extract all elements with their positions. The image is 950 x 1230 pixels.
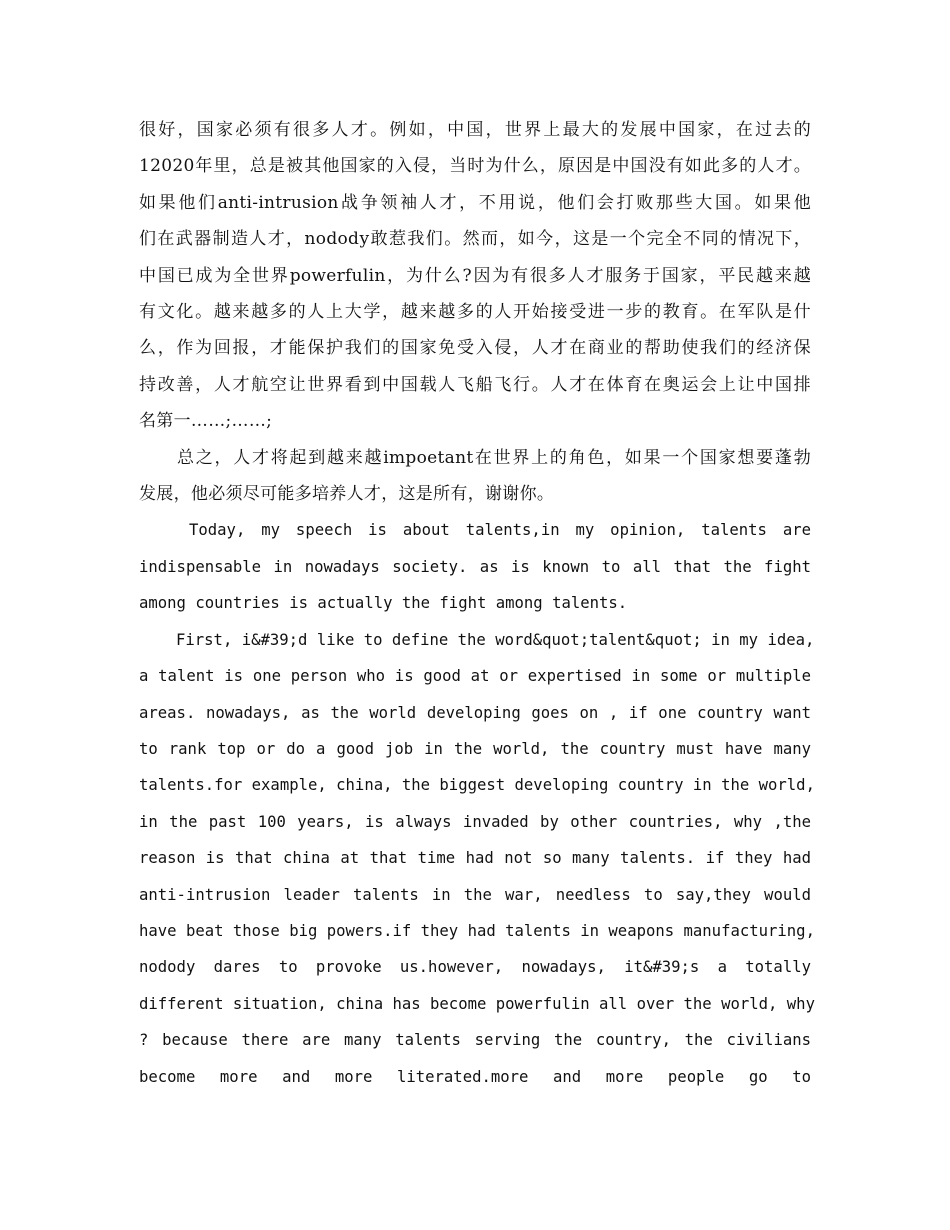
text-line: reason is that china at that time had not so many talents. if they had: [139, 849, 811, 868]
text-line: talents.for example, china, the biggest developing country in the world,: [139, 776, 815, 795]
english-paragraph-1: [139, 512, 811, 621]
text-line: First, i&#39;d like to define the word&quot;talent&quot; in my idea,: [176, 630, 815, 649]
text-line: 们在武器制造人才，nododу敢惹我们。然而，如今，这是一个完全不同的情况下，: [139, 229, 811, 250]
text-line: 持改善，人才航空让世界看到中国载人飞船飞行。人才在体育在奥运会上让中国排: [139, 374, 811, 395]
text-line: 总之，人才将起到越来越impoetant在世界上的角色，如果一个国家想要蓬勃: [177, 447, 811, 468]
text-line: Today, my speech is about talents,in my opinion, talents are: [189, 521, 811, 540]
text-line: areas. nowadays, as the world developing goes on , if one country want: [139, 703, 811, 722]
text-line: among countries is actually the fight among talents.: [139, 594, 628, 613]
text-line: to rank top or do a good job in the world, the country must have many: [139, 739, 811, 758]
text-line: 名第一……;……;: [139, 411, 273, 432]
chinese-paragraph-1: [139, 112, 811, 440]
text-line: indispensable in nowadays society. as is known to all that the fight: [139, 557, 811, 576]
text-line: 很好，国家必须有很多人才。例如，中国，世界上最大的发展中国家，在过去的: [139, 120, 811, 140]
text-line: ? because there are many talents serving the country, the civilians: [139, 1031, 811, 1050]
text-line: 么，作为回报，才能保护我们的国家免受入侵，人才在商业的帮助使我们的经济保: [139, 338, 811, 359]
text-line: become more and more literated.more and more people go to: [139, 1067, 811, 1086]
text-line: 有文化。越来越多的人上大学，越来越多的人开始接受进一步的教育。在军队是什: [139, 302, 811, 323]
text-line: have beat those big powers.if they had talents in weapons manufacturing,: [139, 921, 815, 940]
text-line: 如果他们anti-intrusion战争领袖人才，不用说，他们会打败那些大国。如果他: [139, 192, 811, 213]
text-line: 12020年里，总是被其他国家的入侵，当时为什么，原因是中国没有如此多的人才。: [139, 156, 811, 177]
text-line: different situation, china has become powerfulin all over the world, why: [139, 994, 815, 1013]
chinese-paragraph-2: [139, 440, 811, 513]
text-line: 中国已成为全世界powerfulin，为什么?因为有很多人才服务于国家，平民越来越: [139, 265, 811, 286]
text-line: anti-intrusion leader talents in the war, needless to say,they would: [139, 885, 811, 904]
text-line: a talent is one person who is good at or expertised in some or multiple: [139, 667, 811, 686]
text-line: in the past 100 years, is always invaded by other countries, why ,the: [139, 812, 811, 831]
text-line: 发展，他必须尽可能多培养人才，这是所有，谢谢你。: [139, 484, 555, 505]
english-paragraph-2: [139, 622, 815, 1095]
text-line: nodody dares to provoke us.however, nowadays, it&#39;s a totally: [139, 958, 811, 977]
document-page: [139, 112, 815, 1095]
